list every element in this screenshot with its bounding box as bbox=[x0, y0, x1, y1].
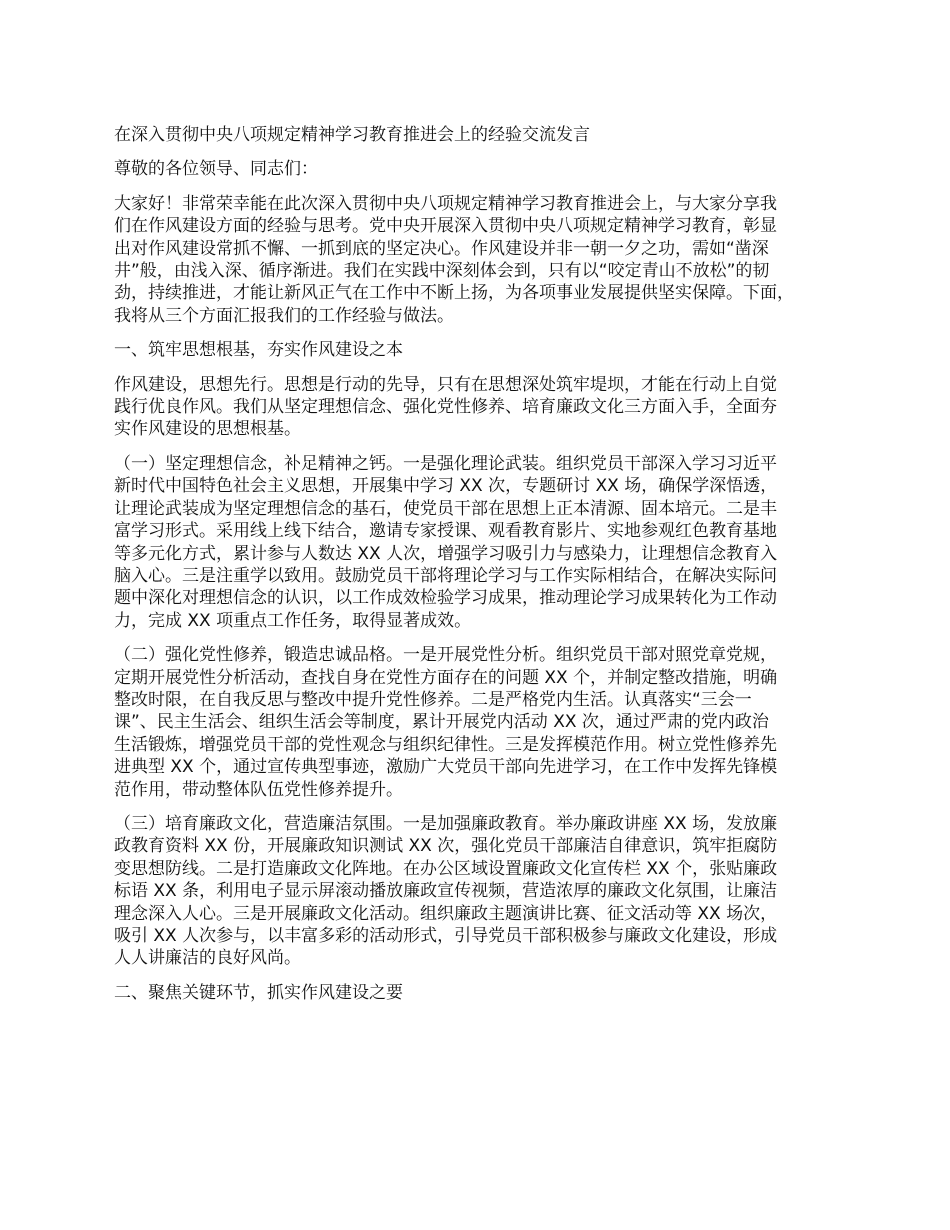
text-line: 定期开展党性分析活动，查找自身在党性方面存在的问题 XX 个，并制定整改措施，明确 bbox=[114, 667, 778, 688]
text-line: 政教育资料 XX 份，开展廉政知识测试 XX 次，强化党员干部廉洁自律意识，筑牢拒腐防 bbox=[114, 836, 778, 857]
text-line: 范作用，带动整体队伍党性修养提升。 bbox=[114, 779, 403, 800]
intro-paragraph bbox=[114, 193, 860, 327]
subsection-paragraph-2 bbox=[114, 644, 860, 801]
text-line: 课”、民主生活会、组织生活会等制度，累计开展党内活动 XX 次，通过严肃的党内政治 bbox=[114, 712, 769, 733]
text-line: 脑入心。三是注重学以致用。鼓励党员干部将理论学习与工作实际相结合，在解决实际问 bbox=[114, 565, 777, 586]
text-line: 整改时限，在自我反思与整改中提升党性修养。二是严格党内生活。认真落实“三会一 bbox=[114, 689, 752, 710]
text-line: 题中深化对理想信念的认识，以工作成效检验学习成果，推动理论学习成果转化为工作动 bbox=[114, 588, 777, 609]
text-line: 新时代中国特色社会主义思想，开展集中学习 XX 次，专题研讨 XX 场，确保学深悟透， bbox=[114, 476, 778, 497]
document-page bbox=[114, 124, 860, 1016]
text-line: （一）坚定理想信念，补足精神之钙。一是强化理论武装。组织党员干部深入学习习近平 bbox=[114, 453, 777, 474]
text-line: 富学习形式。采用线上线下结合，邀请专家授课、观看教育影片、实地参观红色教育基地 bbox=[114, 521, 777, 542]
text-line: 劲，持续推进，才能让新风正气在工作中不断上扬，为各项事业发展提供坚实保障。下面， bbox=[114, 283, 794, 304]
subsection-paragraph-1 bbox=[114, 453, 860, 632]
text-line: （二）强化党性修养，锻造忠诚品格。一是开展党性分析。组织党员干部对照党章党规， bbox=[114, 645, 777, 666]
text-line: 力，完成 XX 项重点工作任务，取得显著成效。 bbox=[114, 610, 472, 631]
text-line: 我将从三个方面汇报我们的工作经验与做法。 bbox=[114, 305, 454, 326]
text-line: 践行优良作风。我们从坚定理想信念、强化党性修养、培育廉政文化三方面入手，全面夯 bbox=[114, 397, 777, 418]
text-line: 井”般，由浅入深、循序渐进。我们在实践中深刻体会到，只有以“咬定青山不放松”的韧 bbox=[114, 261, 770, 282]
text-line: 实作风建设的思想根基。 bbox=[114, 419, 301, 440]
section-heading-2: 二、聚焦关键环节，抓实作风建设之要 bbox=[114, 982, 403, 1003]
text-line: 作风建设，思想先行。思想是行动的先导，只有在思想深处筑牢堤坝，才能在行动上自觉 bbox=[114, 374, 777, 395]
text-line: 大家好！非常荣幸能在此次深入贯彻中央八项规定精神学习教育推进会上，与大家分享我 bbox=[114, 193, 777, 214]
text-line: 进典型 XX 个，通过宣传典型事迹，激励广大党员干部向先进学习，在工作中发挥先锋模 bbox=[114, 757, 778, 778]
section-heading-1: 一、筑牢思想根基，夯实作风建设之本 bbox=[114, 340, 403, 361]
document-title: 在深入贯彻中央八项规定精神学习教育推进会上的经验交流发言 bbox=[114, 125, 590, 145]
text-line: 让理论武装成为坚定理想信念的基石，使党员干部在思想上正本清源、固本培元。二是丰 bbox=[114, 498, 777, 519]
text-line: 吸引 XX 人次参与，以丰富多彩的活动形式，引导党员干部积极参与廉政文化建设，形成 bbox=[114, 926, 778, 946]
text-line: 标语 XX 条，利用电子显示屏滚动播放廉政宣传视频，营造浓厚的廉政文化氛围，让廉洁 bbox=[114, 881, 778, 902]
section1-intro-paragraph bbox=[114, 374, 860, 441]
text-line: 们在作风建设方面的经验与思考。党中央开展深入贯彻中央八项规定精神学习教育，彰显 bbox=[114, 216, 777, 237]
text-line: 理念深入人心。三是开展廉政文化活动。组织廉政主题演讲比赛、征文活动等 XX 场次， bbox=[114, 903, 778, 924]
subsection-paragraph-3 bbox=[114, 813, 860, 970]
text-line: （三）培育廉政文化，营造廉洁氛围。一是加强廉政教育。举办廉政讲座 XX 场，发放廉 bbox=[114, 813, 778, 834]
text-line: 变思想防线。二是打造廉政文化阵地。在办公区域设置廉政文化宣传栏 XX 个，张贴廉政 bbox=[114, 858, 778, 879]
text-line: 等多元化方式，累计参与人数达 XX 人次，增强学习吸引力与感染力，让理想信念教育入 bbox=[114, 543, 778, 564]
text-line: 生活锻炼，增强党员干部的党性观念与组织纪律性。三是发挥模范作用。树立党性修养先 bbox=[114, 734, 777, 755]
text-line: 出对作风建设常抓不懈、一抓到底的坚定决心。作风建设并非一朝一夕之功，需如“凿深 bbox=[114, 238, 769, 259]
text-line: 人人讲廉洁的良好风尚。 bbox=[114, 948, 301, 969]
greeting: 尊敬的各位领导、同志们： bbox=[114, 159, 318, 180]
